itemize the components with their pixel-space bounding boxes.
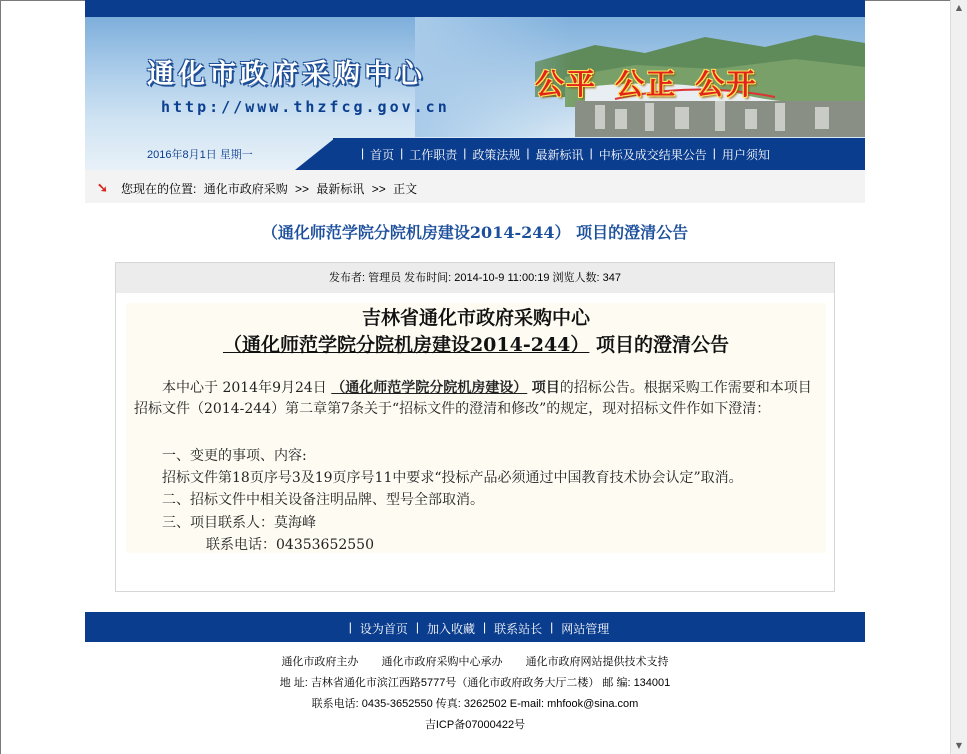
scroll-up-arrow-icon[interactable]: ▲ [955,3,963,12]
breadcrumb-item-current: 正文 [393,182,418,196]
footer-separator: | [415,620,419,634]
footer-organizer: 通化市政府采购中心承办 [381,656,503,668]
body-text: 的招标公告。根据采购工作需要和本项目招标文件（2014-244）第二章第7条关于“招标文件的澄清和修改”的规定，现对招标文件作如下澄清： [134,380,812,417]
body-project-suffix: 项目 [531,380,560,396]
main-navigation [85,138,865,170]
item-2: 二、招标文件中相关设备注明品牌、型号全部取消。 [162,492,484,508]
page-title: （通化师范学院分院机房建设2014-244） 项目的澄清公告 [261,223,689,242]
views-label: 浏览人数: [552,272,600,284]
footer-link-contact-admin[interactable]: 联系站长 [494,622,543,636]
breadcrumb-item-home[interactable]: 通化市政府采购 [203,182,288,196]
footer-address: 地 址: 吉林省通化市滨江西路5777号（通化市政府政务大厅二楼） 邮 编: 134001 [279,677,671,689]
body-paragraph [134,378,824,420]
nav-separator: | [526,146,530,160]
footer-contact: 联系电话: 0435-3652550 传真: 3262502 E-mail: mhfook@sina.com [311,698,639,710]
body-intro: 本中心于 2014年9月24日 [162,380,327,396]
body-project-name: （通化师范学院分院机房建设） [331,380,528,396]
nav-separator: | [361,146,365,160]
breadcrumb-line [121,180,421,197]
contact-phone: 联系电话：04353652550 [206,537,374,553]
nav-item-policies[interactable]: 政策法规 [472,148,521,162]
footer-credits [85,652,865,673]
nav-slant-decoration [295,138,335,170]
vertical-scrollbar[interactable] [950,0,967,754]
footer-link-favorite[interactable]: 加入收藏 [426,622,475,636]
nav-item-award-results[interactable]: 中标及成交结果公告 [598,148,707,162]
document-subtitle [126,330,826,357]
item-1: 一、变更的事项、内容: [162,448,307,464]
footer-link-site-admin[interactable]: 网站管理 [561,622,610,636]
breadcrumb-separator: >> [295,182,310,196]
footer-support: 通化市政府网站提供技术支持 [525,656,669,668]
nav-item-duties[interactable]: 工作职责 [409,148,458,162]
document-title: 吉林省通化市政府采购中心 [361,307,590,329]
document-subtitle-suffix: 项目的澄清公告 [596,334,730,356]
footer-icp: 吉ICP备07000422号 [424,719,526,731]
footer-nav [85,612,865,642]
footer-links [85,620,865,637]
publisher: 管理员 [368,272,402,284]
item-1-detail: 招标文件第18页序号3及19页序号11中要求“投标产品必须通过中国教育技术协会认定”取消。 [162,470,743,486]
arrow-icon: ➘ [97,180,108,195]
footer-sponsor: 通化市政府主办 [281,656,359,668]
banner-top-bar [85,0,865,17]
breadcrumb-separator: >> [371,182,386,196]
nav-item-user-guide[interactable]: 用户须知 [721,148,770,162]
footer-info [85,652,865,736]
views-count: 347 [602,272,622,284]
scroll-down-arrow-icon[interactable]: ▼ [955,741,963,750]
item-3-contact: 三、项目联系人：莫海峰 [162,515,316,531]
footer-separator: | [348,620,352,634]
article-meta [116,263,834,293]
article-content [126,303,826,553]
publish-time-label: 发布时间: [404,272,452,284]
publish-time: 2014-10-9 11:00:19 [454,272,550,284]
publisher-label: 发布者: [328,272,366,284]
header-banner [85,0,865,170]
slogan: 公平 公正 公开 [535,67,758,101]
nav-separator: | [589,146,593,160]
breadcrumb-item-latest-bids[interactable]: 最新标讯 [316,182,365,196]
nav-separator: | [463,146,467,160]
nav-separator: | [400,146,404,160]
breadcrumb [85,170,865,203]
nav-separator: | [712,146,716,160]
date-area [85,138,305,160]
footer-link-set-home[interactable]: 设为首页 [359,622,408,636]
project-name-underlined: （通化师范学院分院机房建设2014-244） [222,334,590,356]
footer-separator: | [550,620,554,634]
site-url: http://www.thzfcg.gov.cn [161,98,450,116]
nav-item-home[interactable]: 首页 [370,148,395,162]
article-box [115,262,835,592]
breadcrumb-prefix: 您现在的位置: [121,182,197,196]
site-title: 通化市政府采购中心 [147,59,426,90]
nav-item-latest-bids[interactable]: 最新标讯 [535,148,584,162]
nav-items [355,146,770,163]
current-date: 2016年8月1日 星期一 [147,149,253,161]
footer-separator: | [483,620,487,634]
